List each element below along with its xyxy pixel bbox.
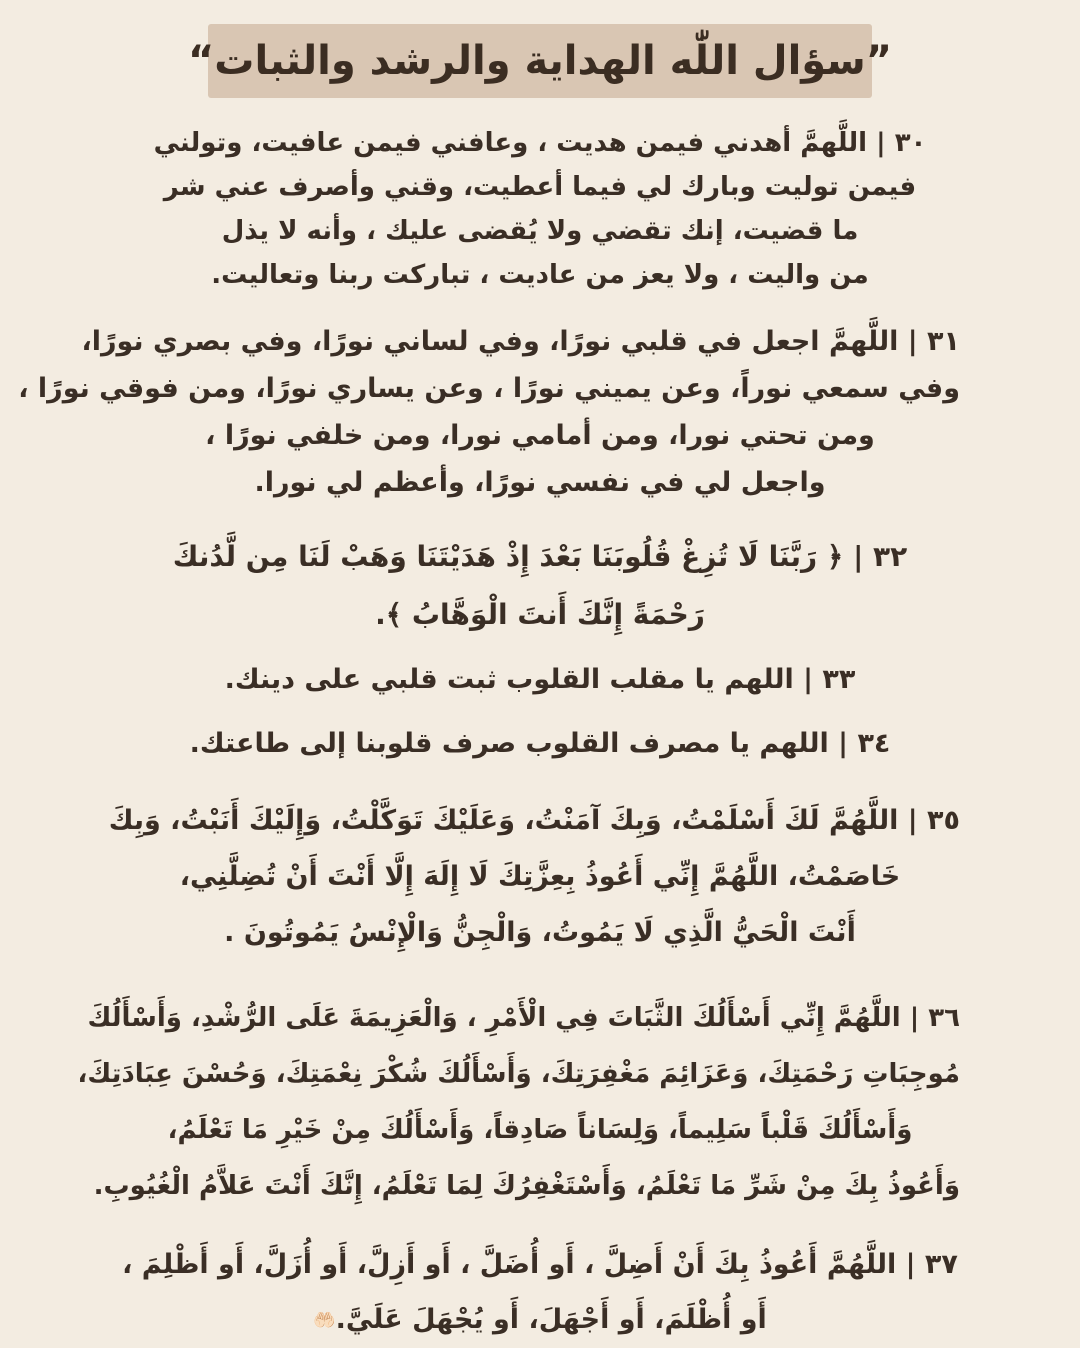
dua-30-line-1: ٣٠ | اللَّهمَّ أهدني فيمن هديت ، وعافني فيمن عافيت، وتولني: [153, 128, 927, 158]
dua-31-line-2: وفي سمعي نوراً، وعن يميني نورًا ، وعن يساري نورًا، ومن فوقي نورًا ،: [18, 373, 960, 404]
dua-31-line-3: ومن تحتي نورا، ومن أمامي نورا، ومن خلفي نورًا ،: [205, 420, 875, 451]
dua-30-line-4: من واليت ، ولا يعز من عاديت ، تباركت ربنا وتعاليت.: [211, 260, 869, 290]
dua-30-line-2: فيمن توليت وبارك لي فيما أعطيت، وقني وأصرف عني شر: [163, 172, 917, 202]
dua-32-line-1: ٣٢ | ﴿ رَبَّنَا لَا تُزِغْ قُلُوبَنَا بَعْدَ إِذْ هَدَيْتَنَا وَهَبْ لَنَا مِن لَّدُنكَ: [172, 540, 908, 573]
dua-35-line-1: ٣٥ | اللَّهُمَّ لَكَ أَسْلَمْتُ، وَبِكَ آمَنْتُ، وَعَلَيْكَ تَوَكَّلْتُ، وَإِلَيْكَ أَنَبْتُ، وَبِكَ: [108, 805, 960, 836]
dua-section-37: [120, 1237, 960, 1348]
dua-section-35: [108, 793, 960, 961]
dua-34-line-1: ٣٤ | اللهم يا مصرف القلوب صرف قلوبنا إلى طاعتك.: [189, 728, 891, 759]
dua-section-32: [120, 528, 960, 644]
dua-31-line-4: واجعل لي في نفسي نورًا، وأعظم لي نورا.: [254, 467, 826, 498]
dua-32-line-2: رَحْمَةً إِنَّكَ أَنتَ الْوَهَّابُ ﴾.: [375, 598, 705, 631]
dua-35-line-2: خَاصَمْتُ، اللَّهُمَّ إِنِّي أَعُوذُ بِعِزَّتِكَ لَا إِلَهَ إِلَّا أَنْتَ أَنْ تُضِلَّنِي،: [179, 861, 901, 892]
dua-section-34: [120, 718, 960, 770]
dua-30-line-3: ما قضيت، إنك تقضي ولا يُقضى عليك ، وأنه لا يذل: [221, 216, 859, 246]
raised-hands-icon: 🤲🏻: [313, 1310, 336, 1331]
dua-33-line-1: ٣٣ | اللهم يا مقلب القلوب ثبت قلبي على دينك.: [224, 664, 856, 695]
dua-section-33: [120, 654, 960, 706]
dua-section-31: [18, 318, 960, 506]
dua-37-line-1: ٣٧ | اللَّهُمَّ أَعُوذُ بِكَ أَنْ أَضِلَّ ، أَو أُضَلَّ ، أَو أَزِلَّ، أَو أُزَلَّ، أَو أَظْلِمَ ،: [122, 1249, 958, 1280]
title-banner: [187, 24, 893, 98]
dua-36-line-3: وَأَسْأَلُكَ قَلْباً سَلِيماً، وَلِسَاناً صَادِقاً، وَأَسْأَلُكَ مِنْ خَيْرِ مَا تَعْلَمُ،: [167, 1115, 913, 1145]
dua-35-line-3: أَنْتَ الْحَيُّ الَّذِي لَا يَمُوتُ، وَالْجِنُّ وَالْإِنْسُ يَمُوتُونَ .: [224, 917, 856, 948]
dua-36-line-4: وَأَعُوذُ بِكَ مِنْ شَرِّ مَا تَعْلَمُ، وَأَسْتَغْفِرُكَ لِمَا تَعْلَمُ، إِنَّكَ أَنْتَ عَلاَّمُ الْغُيُوبِ.: [93, 1171, 960, 1201]
dua-37-line-2: [120, 1292, 960, 1348]
dua-section-36: [77, 990, 960, 1214]
dua-31-line-1: ٣١ | اللَّهمَّ اجعل في قلبي نورًا، وفي لساني نورًا، وفي بصري نورًا،: [81, 326, 960, 357]
dua-36-line-2: مُوجِبَاتِ رَحْمَتِكَ، وَعَزَائِمَ مَغْفِرَتِكَ، وَأَسْأَلُكَ شُكْرَ نِعْمَتِكَ، وَحُسْنَ عِبَادَتِكَ،: [77, 1059, 960, 1089]
page-title: ”سؤال اللّٰه الهداية والرشد والثبات“: [187, 38, 893, 84]
dua-37-line-2-text: أَو أُظْلَمَ، أَو أَجْهَلَ، أَو يُجْهَلَ عَلَيَّ.: [335, 1304, 767, 1335]
dua-36-line-1: ٣٦ | اللَّهُمَّ إِنِّي أَسْأَلُكَ الثَّبَاتَ فِي الْأَمْرِ ، وَالْعَزِيمَةَ عَلَى الرُّشْدِ، وَأَسْأَلُكَ: [87, 1003, 960, 1033]
dua-section-30: [120, 121, 960, 297]
